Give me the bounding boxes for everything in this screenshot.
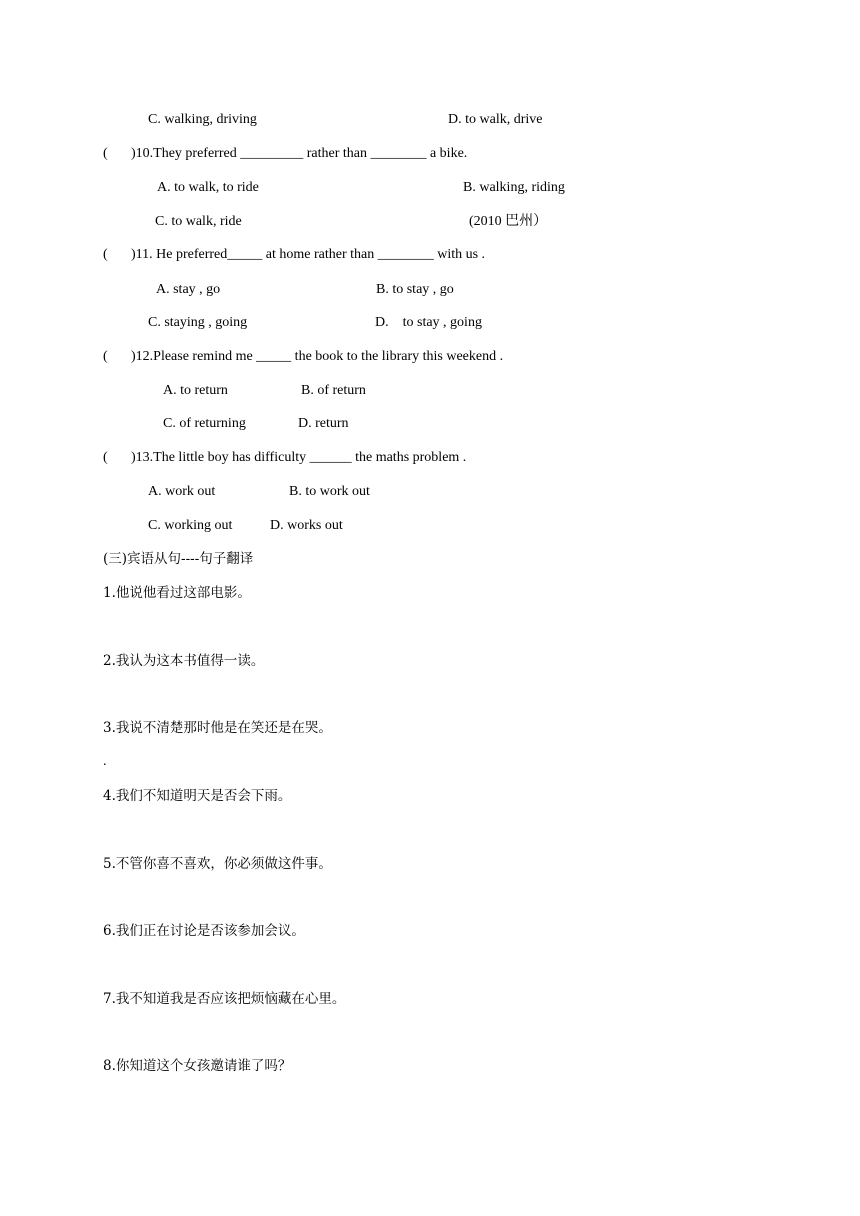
q9-option-c: C. walking, driving: [148, 112, 257, 127]
q10-stem: )10.They preferred _________ rather than ________ a bike.: [131, 146, 468, 161]
q13-option-c: C. working out: [148, 518, 233, 533]
q13-option-d: D. works out: [270, 518, 343, 533]
translation-item-2: 2.我认为这本书值得一读。: [103, 653, 265, 669]
q10-source-note: (2010 巴州）: [469, 214, 548, 229]
translation-item-8: 8.你知道这个女孩邀请谁了吗？: [103, 1058, 292, 1074]
q9-option-d: D. to walk, drive: [448, 112, 543, 127]
q11-option-d: D. to stay , going: [375, 315, 482, 330]
q10-option-b: B. walking, riding: [463, 180, 565, 195]
q11-option-c: C. staying , going: [148, 315, 248, 330]
q13-option-b: B. to work out: [289, 484, 370, 499]
q11-option-b: B. to stay , go: [376, 282, 454, 297]
q12-option-b: B. of return: [301, 383, 366, 398]
q10-option-a: A. to walk, to ride: [157, 180, 259, 195]
q13-answer-bracket: (: [103, 450, 108, 465]
stray-period: .: [103, 754, 107, 769]
translation-item-3: 3.我说不清楚那时他是在笑还是在哭。: [103, 720, 332, 736]
q13-stem: )13.The little boy has difficulty ______ the maths problem .: [131, 450, 467, 465]
section-heading: (三)宾语从句----句子翻译: [103, 551, 254, 567]
q11-stem: )11. He preferred_____ at home rather than ________ with us .: [131, 247, 486, 262]
translation-item-5: 5.不管你喜不喜欢，你必须做这件事。: [103, 856, 332, 872]
translation-item-7: 7.我不知道我是否应该把烦恼藏在心里。: [103, 991, 346, 1007]
q12-option-a: A. to return: [163, 383, 228, 398]
q13-option-a: A. work out: [148, 484, 216, 499]
q12-stem: )12.Please remind me _____ the book to the library this weekend .: [131, 349, 504, 364]
translation-item-4: 4.我们不知道明天是否会下雨。: [103, 788, 292, 804]
translation-item-1: 1.他说他看过这部电影。: [103, 585, 251, 601]
q12-answer-bracket: (: [103, 349, 108, 364]
q11-answer-bracket: (: [103, 247, 108, 262]
q12-option-c: C. of returning: [163, 416, 246, 431]
q12-option-d: D. return: [298, 416, 349, 431]
q11-option-a: A. stay , go: [156, 282, 221, 297]
translation-item-6: 6.我们正在讨论是否该参加会议。: [103, 923, 305, 939]
q10-option-c: C. to walk, ride: [155, 214, 242, 229]
q10-answer-bracket: (: [103, 146, 108, 161]
